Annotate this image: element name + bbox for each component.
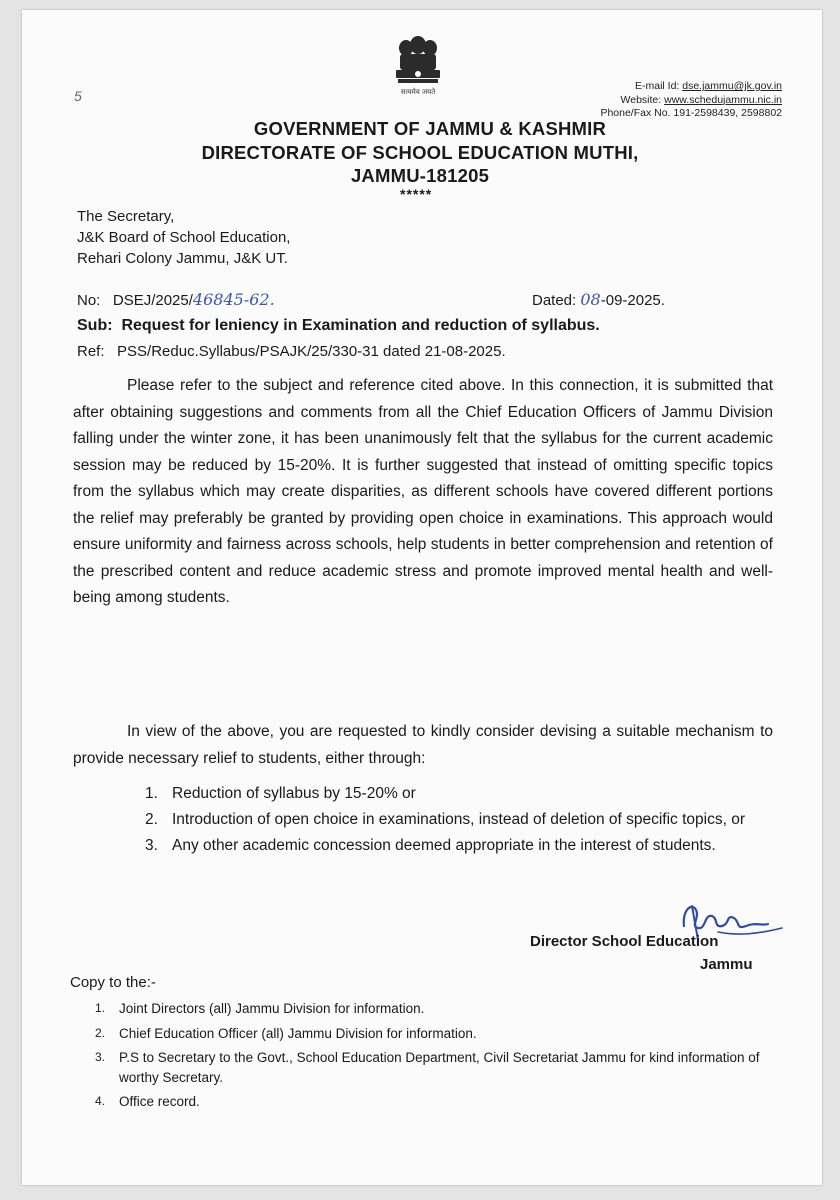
reference-label: Ref: xyxy=(77,343,105,360)
list-item-text: Any other academic concession deemed appropriate in the interest of students. xyxy=(172,837,716,854)
list-item xyxy=(145,781,773,807)
addressee-block xyxy=(77,206,290,269)
heading-directorate: DIRECTORATE OF SCHOOL EDUCATION MUTHI, xyxy=(201,142,639,163)
list-item-text: Joint Directors (all) Jammu Division for information. xyxy=(119,1001,425,1016)
heading-stars: ***** xyxy=(400,186,433,202)
list-item-text: Introduction of open choice in examinations, instead of deletion of specific topics, or xyxy=(172,811,745,828)
reference-value: PSS/Reduc.Syllabus/PSAJK/25/330-31 dated 21-08-2025. xyxy=(117,343,506,360)
heading-address: JAMMU-181205 xyxy=(350,165,490,186)
reference-line xyxy=(77,343,506,360)
emblem-caption: सत्यमेव जयते xyxy=(400,88,436,96)
email-label: E-mail Id: xyxy=(634,80,683,92)
subject-label: Sub: xyxy=(77,317,113,334)
copy-to-list xyxy=(95,999,785,1117)
letter-number xyxy=(77,290,275,309)
email-link[interactable]: dse.jammu@jk.gov.in xyxy=(682,80,782,92)
list-item xyxy=(95,1024,785,1044)
signatory-place: Jammu xyxy=(700,956,753,973)
national-emblem-icon xyxy=(388,34,448,106)
date-handwritten: 08 xyxy=(580,290,601,309)
list-item-text: Office record. xyxy=(119,1094,200,1109)
margin-mark: 5 xyxy=(74,88,82,104)
copy-to-title: Copy to the:- xyxy=(70,974,156,991)
letter-number-value: DSEJ/2025/ xyxy=(112,292,193,309)
list-item-number: 4. xyxy=(95,1094,106,1108)
list-item-number: 1. xyxy=(95,1001,106,1015)
contact-block xyxy=(600,80,782,121)
list-item-number: 2. xyxy=(145,811,158,828)
list-item-text: P.S to Secretary to the Govt., School Education Department, Civil Secretariat Jammu for kind information of worthy Secretary. xyxy=(119,1050,760,1085)
options-list xyxy=(145,781,773,859)
website-label: Website: xyxy=(620,93,665,106)
letter-date xyxy=(532,290,665,309)
list-item xyxy=(95,999,785,1019)
email-line xyxy=(600,80,782,94)
body-paragraph-2: In view of the above, you are requested to kindly consider devising a suitable mechanism to provide necessary relief to students, either through: xyxy=(73,723,773,767)
signatory-title: Director School Education xyxy=(530,933,719,950)
list-item xyxy=(145,833,773,859)
date-label: Dated: xyxy=(532,292,577,309)
list-item-number: 2. xyxy=(95,1025,106,1040)
body-paragraph-1: Please refer to the subject and reference cited above. In this connection, it is submitted that after obtaining suggestions and comments from all the Chief Education Officers of Jammu Division falling under the winter zone, it has been unanimously felt that the syllabus for the current academic session may be reduced by 15-20%. It is further suggested that instead of omitting specific topics from the syllabus which may create disparities, as different schools have covered different portions the relief may preferably be granted by providing open choice in examinations. This approach would ensure uniformity and fairness across schools, help students in better comprehension and retention of the prescribed content and reduce academic stress and promote improved mental health and well-being among students. xyxy=(73,377,773,606)
list-item xyxy=(95,1048,785,1087)
letter-number-handwritten: 46845-62. xyxy=(192,290,275,309)
addressee-line: Rehari Colony Jammu, J&K UT. xyxy=(77,250,288,267)
list-item xyxy=(145,807,773,833)
heading-government: GOVERNMENT OF JAMMU & KASHMIR xyxy=(253,118,607,139)
list-item-text: Chief Education Officer (all) Jammu Division for information. xyxy=(119,1025,477,1041)
website-line xyxy=(600,94,782,108)
addressee-line: The Secretary, xyxy=(77,208,175,225)
list-item-number: 1. xyxy=(145,785,158,802)
date-value: -09-2025. xyxy=(600,292,665,309)
list-item xyxy=(95,1092,785,1112)
subject-text: Request for leniency in Examination and reduction of syllabus. xyxy=(121,317,600,334)
subject-line xyxy=(77,317,600,335)
phone-line: Phone/Fax No. 191-2598439, 2598802 xyxy=(600,107,782,119)
list-item-number: 3. xyxy=(95,1050,106,1064)
list-item-number: 3. xyxy=(145,837,158,854)
letter-number-label: No: xyxy=(77,292,101,309)
website-link[interactable]: www.schedujammu.nic.in xyxy=(664,93,782,106)
addressee-line: J&K Board of School Education, xyxy=(77,229,291,246)
list-item-text: Reduction of syllabus by 15-20% or xyxy=(172,785,416,802)
